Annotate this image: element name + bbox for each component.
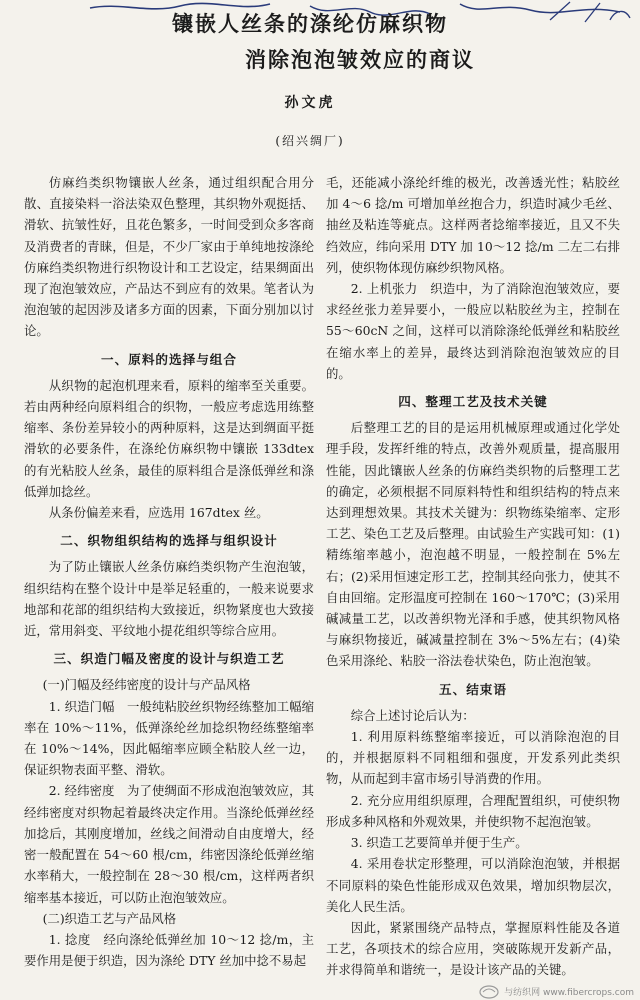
paragraph: 后整理工艺的目的是运用机械原理或通过化学处理手段，发挥纤维的特点，改善外观质量，提高服用性能，因此镶嵌人丝条的仿麻绉类织物的后整理工艺的确定，必须根据不同原料特性和组织结构的特点来达到理想效果。其技术关键为：织物练染缩率、定形工艺、染色工艺及后整理。由试验生产实践可知：(1)精练缩率越小，泡泡越不明显，一般控制在 5%左右；(2)采用恒速定形工艺，控制其经向张力，使其不自由回缩。定形温度可控制在 160～170℃；(3)采用碱减量工艺，以改善织物光泽和手感，使其织物风格与麻织物接近，碱减量控制在 3%～5%左右；(4)染色采用涤纶、粘胶一浴法卷状染色，防止泡泡皱。 <box>326 420 620 669</box>
paragraph: 1. 利用原料练整缩率接近，可以消除泡泡的目的，并根据原料不同粗细和强度，开发系列此类织物，从而起到丰富市场引导消费的作用。 <box>326 729 620 787</box>
subsection-heading: (一)门幅及经纬密度的设计与产品风格 <box>42 677 251 693</box>
paragraph: 从织物的起泡机理来看，原料的缩率至关重要。若由两种经向原料组合的织物，一般应考虑选用练整缩率、条份差异较小的两种原料，这是达到绸面平挺滑软的必要条件，在涤纶仿麻织物中镶嵌 133dtex 的有光粘胶人丝条，最佳的原料组合是涤低弹丝和涤低弹加捻丝。 <box>24 377 314 499</box>
paragraph: 因此，紧紧围绕产品特点，掌握原料性能及各道工艺，各项技术的综合应用，突破陈规开发新产品，并求得简单和谐统一，是设计该产品的关键。 <box>326 919 620 978</box>
paragraph: 从条份偏差来看，应选用 167dtex 丝。 <box>48 505 269 521</box>
paragraph: 1. 捻度 经向涤纶低弹丝加 10～12 捻/m，主要作用是便于织造，因为涤纶 DTY 丝加中捻不易起 <box>24 931 314 969</box>
paragraph: 综合上述讨论后认为： <box>350 707 475 723</box>
watermark-logo-icon <box>478 984 500 1000</box>
watermark: 与纺织网 www.fibercrops.com <box>504 988 634 998</box>
paragraph: 1. 织造门幅 一般纯粘胶丝织物经练整加工幅缩率在 10%～11%，低弹涤纶丝加捻织物经练整缩率在 10%～14%，因此幅缩率应顾全粘胶人丝一边，保证织物表面平整、滑软。 <box>24 698 314 778</box>
section-heading-2: 二、织物组织结构的选择与组织设计 <box>60 533 278 549</box>
paragraph: 为了防止镶嵌人丝条仿麻绉类织物产生泡泡皱，组织结构在整个设计中是举足轻重的，一般来说要求地部和花部的组织结构大致接近，织物紧度也大致接近，常用斜变、平纹地小提花组织等综合应用。 <box>24 559 314 639</box>
right-column <box>326 172 620 981</box>
paragraph: 2. 上机张力 织造中，为了消除泡泡皱效应，要求经丝张力差异要小，一般应以粘胶丝为主，控制在 55～60cN 之间，这样可以消除涤纶低弹丝和粘胶丝在缩水率上的差异，最终达到消除泡泡皱效应的目的。 <box>326 281 620 381</box>
section-heading-5: 五、结束语 <box>439 681 507 697</box>
section-heading-1: 一、原料的选择与组合 <box>101 351 237 367</box>
paragraph: 2. 经纬密度 为了使绸面不形成泡泡皱效应，其经纬密度对织物起着最终决定作用。当涤纶低弹丝经加捻后，其刚度增加，丝线之间滑动自由度增大，经密一般配置在 54～60 根/cm，纬密因涤纶低弹丝缩水率稍大，一般控制在 28～30 根/cm，这样两者织缩率基本接近，可以防止泡泡皱效应。 <box>24 783 314 905</box>
section-heading-3: 三、织造门幅及密度的设计与织造工艺 <box>53 651 285 667</box>
left-column <box>24 172 314 971</box>
intro-paragraph: 仿麻绉类织物镶嵌人丝条，通过组织配合用分散、直接染料一浴法染双色整理，其织物外观挺括、滑软、抗皱性好，且花色繁多，一时间受到众多客商及消费者的青睐，但是，不少厂家由于单纯地按涤纶仿麻绉类织物进行织物设计和工艺设定，结果绸面出现了泡泡皱效应，产品达不到应有的效果。笔者认为泡泡皱的起因涉及诸多方面的因素，下面分别加以讨论。 <box>24 175 314 339</box>
paragraph-continued: 毛，还能减小涤纶纤维的极光，改善透光性；粘胶丝加 4～6 捻/m 可增加单丝抱合力，织造时减少毛丝、抽丝及粘连等疵点。这样两者捻缩率接近，且又不失绉效应，纬向采用 DTY 加 10～12 捻/m 二左二右排列，使织物体现仿麻纱织物风格。 <box>326 175 620 275</box>
author: 孙文虎 <box>284 95 336 111</box>
paragraph: 4. 采用卷状定形整理，可以消除泡泡皱，并根据不同原料的染色性能形成双色效果，增加织物层次，美化人民生活。 <box>326 856 620 914</box>
paragraph: 3. 织造工艺要简单并便于生产。 <box>350 835 528 851</box>
affiliation: (绍兴绸厂) <box>275 134 345 148</box>
title-line-1: 镶嵌人丝条的涤纶仿麻织物 <box>172 11 448 36</box>
section-heading-4: 四、整理工艺及技术关键 <box>398 394 548 410</box>
subsection-heading: (二)织造工艺与产品风格 <box>42 910 177 926</box>
paragraph: 2. 充分应用组织原理，合理配置组织，可使织物形成多种风格和外观效果，并使织物不起泡泡皱。 <box>326 792 620 829</box>
title-line-2: 消除泡泡皱效应的商议 <box>245 47 475 72</box>
